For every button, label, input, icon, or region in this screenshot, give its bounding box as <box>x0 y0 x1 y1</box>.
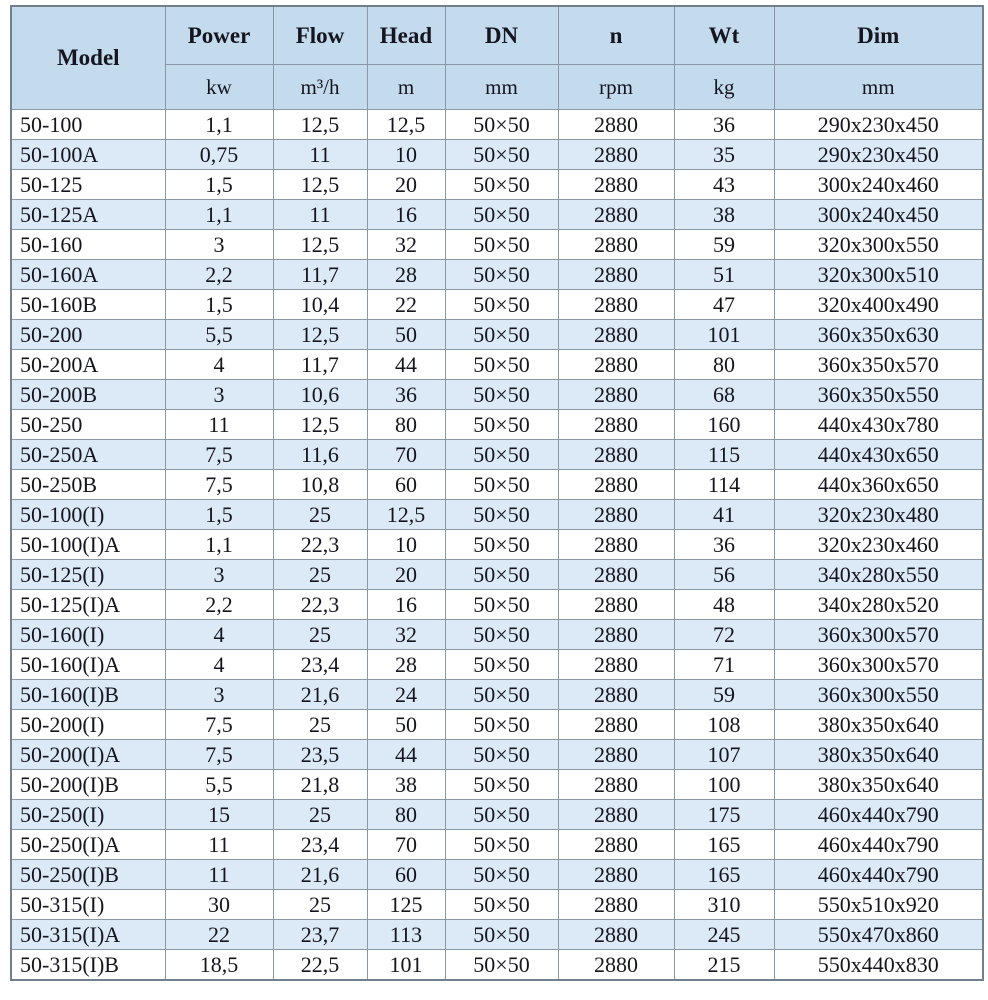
cell-power: 15 <box>165 800 273 830</box>
cell-wt: 71 <box>674 650 774 680</box>
cell-power: 22 <box>165 920 273 950</box>
cell-wt: 72 <box>674 620 774 650</box>
cell-flow: 22,5 <box>273 950 367 981</box>
col-unit-dim: mm <box>774 65 983 110</box>
cell-power: 1,1 <box>165 200 273 230</box>
cell-head: 80 <box>367 800 445 830</box>
cell-dim: 460x440x790 <box>774 800 983 830</box>
cell-n: 2880 <box>558 770 674 800</box>
cell-dim: 380x350x640 <box>774 740 983 770</box>
cell-power: 2,2 <box>165 590 273 620</box>
cell-model: 50-160(I) <box>11 620 165 650</box>
table-row <box>11 830 983 860</box>
col-header-model: Model <box>11 6 165 110</box>
cell-head: 10 <box>367 530 445 560</box>
cell-power: 3 <box>165 680 273 710</box>
cell-model: 50-315(I) <box>11 890 165 920</box>
cell-power: 11 <box>165 830 273 860</box>
table-row <box>11 380 983 410</box>
col-header-power: Power <box>165 6 273 65</box>
cell-n: 2880 <box>558 380 674 410</box>
cell-dn: 50×50 <box>445 830 558 860</box>
cell-flow: 12,5 <box>273 230 367 260</box>
cell-head: 50 <box>367 710 445 740</box>
cell-model: 50-250A <box>11 440 165 470</box>
cell-wt: 47 <box>674 290 774 320</box>
cell-head: 50 <box>367 320 445 350</box>
cell-power: 1,5 <box>165 500 273 530</box>
cell-dn: 50×50 <box>445 890 558 920</box>
table-row <box>11 530 983 560</box>
table-row <box>11 170 983 200</box>
cell-dim: 320x400x490 <box>774 290 983 320</box>
cell-dim: 320x230x460 <box>774 530 983 560</box>
cell-head: 44 <box>367 350 445 380</box>
cell-model: 50-250(I) <box>11 800 165 830</box>
cell-flow: 12,5 <box>273 170 367 200</box>
cell-power: 11 <box>165 860 273 890</box>
col-header-dim: Dim <box>774 6 983 65</box>
cell-n: 2880 <box>558 860 674 890</box>
cell-model: 50-100(I)A <box>11 530 165 560</box>
cell-flow: 21,8 <box>273 770 367 800</box>
cell-head: 12,5 <box>367 110 445 140</box>
cell-dn: 50×50 <box>445 530 558 560</box>
cell-n: 2880 <box>558 410 674 440</box>
cell-flow: 12,5 <box>273 320 367 350</box>
cell-power: 2,2 <box>165 260 273 290</box>
table-row <box>11 890 983 920</box>
cell-flow: 22,3 <box>273 590 367 620</box>
cell-dim: 300x240x450 <box>774 200 983 230</box>
cell-wt: 215 <box>674 950 774 981</box>
cell-flow: 11,7 <box>273 260 367 290</box>
cell-dn: 50×50 <box>445 860 558 890</box>
table-row <box>11 920 983 950</box>
col-unit-flow: m³/h <box>273 65 367 110</box>
cell-n: 2880 <box>558 440 674 470</box>
cell-n: 2880 <box>558 260 674 290</box>
cell-head: 12,5 <box>367 500 445 530</box>
cell-wt: 41 <box>674 500 774 530</box>
cell-dim: 320x230x480 <box>774 500 983 530</box>
cell-wt: 101 <box>674 320 774 350</box>
cell-dn: 50×50 <box>445 650 558 680</box>
cell-head: 44 <box>367 740 445 770</box>
cell-head: 32 <box>367 230 445 260</box>
cell-dim: 440x360x650 <box>774 470 983 500</box>
cell-power: 7,5 <box>165 470 273 500</box>
cell-dn: 50×50 <box>445 470 558 500</box>
cell-n: 2880 <box>558 350 674 380</box>
cell-dim: 460x440x790 <box>774 830 983 860</box>
cell-wt: 245 <box>674 920 774 950</box>
cell-n: 2880 <box>558 920 674 950</box>
cell-n: 2880 <box>558 890 674 920</box>
cell-head: 32 <box>367 620 445 650</box>
cell-head: 125 <box>367 890 445 920</box>
cell-model: 50-160(I)A <box>11 650 165 680</box>
table-row <box>11 440 983 470</box>
cell-wt: 38 <box>674 200 774 230</box>
cell-dn: 50×50 <box>445 140 558 170</box>
table-row <box>11 290 983 320</box>
cell-head: 36 <box>367 380 445 410</box>
cell-wt: 107 <box>674 740 774 770</box>
cell-n: 2880 <box>558 470 674 500</box>
cell-model: 50-160 <box>11 230 165 260</box>
table-row <box>11 680 983 710</box>
table-row <box>11 470 983 500</box>
cell-dn: 50×50 <box>445 230 558 260</box>
cell-flow: 25 <box>273 890 367 920</box>
cell-flow: 12,5 <box>273 410 367 440</box>
col-unit-power: kw <box>165 65 273 110</box>
cell-wt: 36 <box>674 110 774 140</box>
table-row <box>11 110 983 140</box>
table-row <box>11 320 983 350</box>
cell-power: 7,5 <box>165 710 273 740</box>
cell-n: 2880 <box>558 140 674 170</box>
cell-dn: 50×50 <box>445 740 558 770</box>
cell-head: 22 <box>367 290 445 320</box>
cell-dim: 320x300x510 <box>774 260 983 290</box>
cell-wt: 108 <box>674 710 774 740</box>
cell-n: 2880 <box>558 230 674 260</box>
cell-dim: 360x300x550 <box>774 680 983 710</box>
cell-model: 50-160(I)B <box>11 680 165 710</box>
cell-head: 20 <box>367 560 445 590</box>
cell-power: 3 <box>165 230 273 260</box>
cell-flow: 21,6 <box>273 860 367 890</box>
col-header-n: n <box>558 6 674 65</box>
cell-flow: 23,7 <box>273 920 367 950</box>
cell-model: 50-200(I) <box>11 710 165 740</box>
table-row <box>11 260 983 290</box>
cell-dn: 50×50 <box>445 800 558 830</box>
cell-dim: 320x300x550 <box>774 230 983 260</box>
table-row <box>11 230 983 260</box>
cell-n: 2880 <box>558 590 674 620</box>
cell-flow: 25 <box>273 620 367 650</box>
table-row <box>11 710 983 740</box>
cell-flow: 23,5 <box>273 740 367 770</box>
cell-n: 2880 <box>558 950 674 981</box>
table-row <box>11 590 983 620</box>
cell-wt: 59 <box>674 230 774 260</box>
table-row <box>11 650 983 680</box>
cell-head: 38 <box>367 770 445 800</box>
cell-power: 18,5 <box>165 950 273 981</box>
cell-dn: 50×50 <box>445 290 558 320</box>
cell-wt: 310 <box>674 890 774 920</box>
cell-dim: 380x350x640 <box>774 770 983 800</box>
cell-model: 50-125A <box>11 200 165 230</box>
cell-dn: 50×50 <box>445 320 558 350</box>
table-row <box>11 770 983 800</box>
cell-flow: 23,4 <box>273 830 367 860</box>
cell-model: 50-250(I)A <box>11 830 165 860</box>
cell-head: 70 <box>367 440 445 470</box>
cell-n: 2880 <box>558 500 674 530</box>
cell-dim: 360x300x570 <box>774 650 983 680</box>
cell-dn: 50×50 <box>445 500 558 530</box>
col-unit-dn: mm <box>445 65 558 110</box>
cell-head: 24 <box>367 680 445 710</box>
cell-flow: 25 <box>273 710 367 740</box>
cell-wt: 68 <box>674 380 774 410</box>
cell-wt: 100 <box>674 770 774 800</box>
cell-dim: 460x440x790 <box>774 860 983 890</box>
cell-model: 50-250(I)B <box>11 860 165 890</box>
table-row <box>11 620 983 650</box>
cell-dim: 360x350x630 <box>774 320 983 350</box>
cell-model: 50-160B <box>11 290 165 320</box>
cell-dn: 50×50 <box>445 710 558 740</box>
cell-model: 50-250B <box>11 470 165 500</box>
cell-dn: 50×50 <box>445 560 558 590</box>
cell-power: 1,1 <box>165 110 273 140</box>
cell-dim: 440x430x650 <box>774 440 983 470</box>
cell-model: 50-200 <box>11 320 165 350</box>
cell-model: 50-100 <box>11 110 165 140</box>
cell-n: 2880 <box>558 830 674 860</box>
cell-model: 50-200(I)A <box>11 740 165 770</box>
col-header-head: Head <box>367 6 445 65</box>
cell-n: 2880 <box>558 680 674 710</box>
cell-flow: 12,5 <box>273 110 367 140</box>
pump-spec-table <box>10 5 984 981</box>
cell-dim: 380x350x640 <box>774 710 983 740</box>
table-row <box>11 140 983 170</box>
cell-power: 30 <box>165 890 273 920</box>
cell-power: 1,1 <box>165 530 273 560</box>
cell-model: 50-200(I)B <box>11 770 165 800</box>
cell-dn: 50×50 <box>445 410 558 440</box>
cell-wt: 114 <box>674 470 774 500</box>
cell-head: 10 <box>367 140 445 170</box>
cell-model: 50-100A <box>11 140 165 170</box>
cell-n: 2880 <box>558 320 674 350</box>
cell-power: 4 <box>165 650 273 680</box>
cell-wt: 36 <box>674 530 774 560</box>
cell-dim: 290x230x450 <box>774 140 983 170</box>
cell-wt: 115 <box>674 440 774 470</box>
cell-flow: 25 <box>273 800 367 830</box>
cell-model: 50-315(I)A <box>11 920 165 950</box>
cell-dn: 50×50 <box>445 170 558 200</box>
cell-flow: 11 <box>273 200 367 230</box>
cell-dn: 50×50 <box>445 260 558 290</box>
cell-n: 2880 <box>558 200 674 230</box>
table-row <box>11 500 983 530</box>
cell-power: 3 <box>165 380 273 410</box>
cell-wt: 165 <box>674 830 774 860</box>
cell-model: 50-100(I) <box>11 500 165 530</box>
col-unit-wt: kg <box>674 65 774 110</box>
cell-dim: 550x440x830 <box>774 950 983 981</box>
cell-power: 3 <box>165 560 273 590</box>
cell-wt: 48 <box>674 590 774 620</box>
cell-model: 50-200A <box>11 350 165 380</box>
col-unit-n: rpm <box>558 65 674 110</box>
cell-wt: 43 <box>674 170 774 200</box>
table-row <box>11 410 983 440</box>
cell-head: 60 <box>367 860 445 890</box>
cell-head: 16 <box>367 590 445 620</box>
cell-dim: 550x510x920 <box>774 890 983 920</box>
cell-dn: 50×50 <box>445 680 558 710</box>
cell-n: 2880 <box>558 740 674 770</box>
cell-dn: 50×50 <box>445 620 558 650</box>
cell-n: 2880 <box>558 290 674 320</box>
cell-model: 50-160A <box>11 260 165 290</box>
cell-dn: 50×50 <box>445 590 558 620</box>
table-row <box>11 950 983 981</box>
cell-dim: 290x230x450 <box>774 110 983 140</box>
cell-head: 28 <box>367 260 445 290</box>
cell-dn: 50×50 <box>445 350 558 380</box>
cell-wt: 59 <box>674 680 774 710</box>
cell-n: 2880 <box>558 530 674 560</box>
cell-power: 4 <box>165 620 273 650</box>
table-row <box>11 800 983 830</box>
header-label-row <box>11 6 983 65</box>
cell-dn: 50×50 <box>445 110 558 140</box>
table-row <box>11 560 983 590</box>
table-header <box>11 6 983 110</box>
cell-model: 50-125(I)A <box>11 590 165 620</box>
cell-flow: 25 <box>273 560 367 590</box>
cell-power: 5,5 <box>165 770 273 800</box>
cell-head: 20 <box>367 170 445 200</box>
cell-dim: 340x280x520 <box>774 590 983 620</box>
cell-wt: 175 <box>674 800 774 830</box>
col-header-wt: Wt <box>674 6 774 65</box>
cell-n: 2880 <box>558 710 674 740</box>
cell-power: 11 <box>165 410 273 440</box>
cell-flow: 11,7 <box>273 350 367 380</box>
cell-model: 50-125 <box>11 170 165 200</box>
cell-dn: 50×50 <box>445 950 558 981</box>
cell-head: 16 <box>367 200 445 230</box>
cell-wt: 56 <box>674 560 774 590</box>
cell-model: 50-200B <box>11 380 165 410</box>
cell-wt: 160 <box>674 410 774 440</box>
cell-flow: 21,6 <box>273 680 367 710</box>
cell-n: 2880 <box>558 620 674 650</box>
cell-head: 113 <box>367 920 445 950</box>
table-row <box>11 860 983 890</box>
cell-dn: 50×50 <box>445 920 558 950</box>
cell-wt: 165 <box>674 860 774 890</box>
col-header-flow: Flow <box>273 6 367 65</box>
cell-dn: 50×50 <box>445 380 558 410</box>
cell-dim: 360x350x550 <box>774 380 983 410</box>
cell-dn: 50×50 <box>445 200 558 230</box>
cell-head: 101 <box>367 950 445 981</box>
cell-flow: 10,4 <box>273 290 367 320</box>
cell-flow: 11,6 <box>273 440 367 470</box>
cell-power: 1,5 <box>165 170 273 200</box>
cell-head: 80 <box>367 410 445 440</box>
cell-power: 5,5 <box>165 320 273 350</box>
cell-model: 50-315(I)B <box>11 950 165 981</box>
cell-power: 1,5 <box>165 290 273 320</box>
table-row <box>11 200 983 230</box>
cell-power: 7,5 <box>165 740 273 770</box>
cell-wt: 35 <box>674 140 774 170</box>
cell-dim: 360x300x570 <box>774 620 983 650</box>
cell-n: 2880 <box>558 800 674 830</box>
cell-flow: 11 <box>273 140 367 170</box>
cell-dim: 300x240x460 <box>774 170 983 200</box>
cell-dim: 550x470x860 <box>774 920 983 950</box>
cell-power: 0,75 <box>165 140 273 170</box>
table-row <box>11 350 983 380</box>
cell-dim: 340x280x550 <box>774 560 983 590</box>
cell-flow: 10,8 <box>273 470 367 500</box>
cell-dn: 50×50 <box>445 770 558 800</box>
cell-n: 2880 <box>558 560 674 590</box>
cell-model: 50-125(I) <box>11 560 165 590</box>
col-header-dn: DN <box>445 6 558 65</box>
cell-dn: 50×50 <box>445 440 558 470</box>
col-unit-head: m <box>367 65 445 110</box>
cell-flow: 10,6 <box>273 380 367 410</box>
cell-power: 7,5 <box>165 440 273 470</box>
cell-n: 2880 <box>558 110 674 140</box>
cell-flow: 22,3 <box>273 530 367 560</box>
table-body <box>11 110 983 981</box>
cell-head: 70 <box>367 830 445 860</box>
cell-dim: 360x350x570 <box>774 350 983 380</box>
cell-n: 2880 <box>558 170 674 200</box>
cell-power: 4 <box>165 350 273 380</box>
cell-head: 60 <box>367 470 445 500</box>
cell-n: 2880 <box>558 650 674 680</box>
table-row <box>11 740 983 770</box>
cell-wt: 80 <box>674 350 774 380</box>
cell-dim: 440x430x780 <box>774 410 983 440</box>
cell-flow: 23,4 <box>273 650 367 680</box>
cell-wt: 51 <box>674 260 774 290</box>
cell-model: 50-250 <box>11 410 165 440</box>
cell-flow: 25 <box>273 500 367 530</box>
cell-head: 28 <box>367 650 445 680</box>
